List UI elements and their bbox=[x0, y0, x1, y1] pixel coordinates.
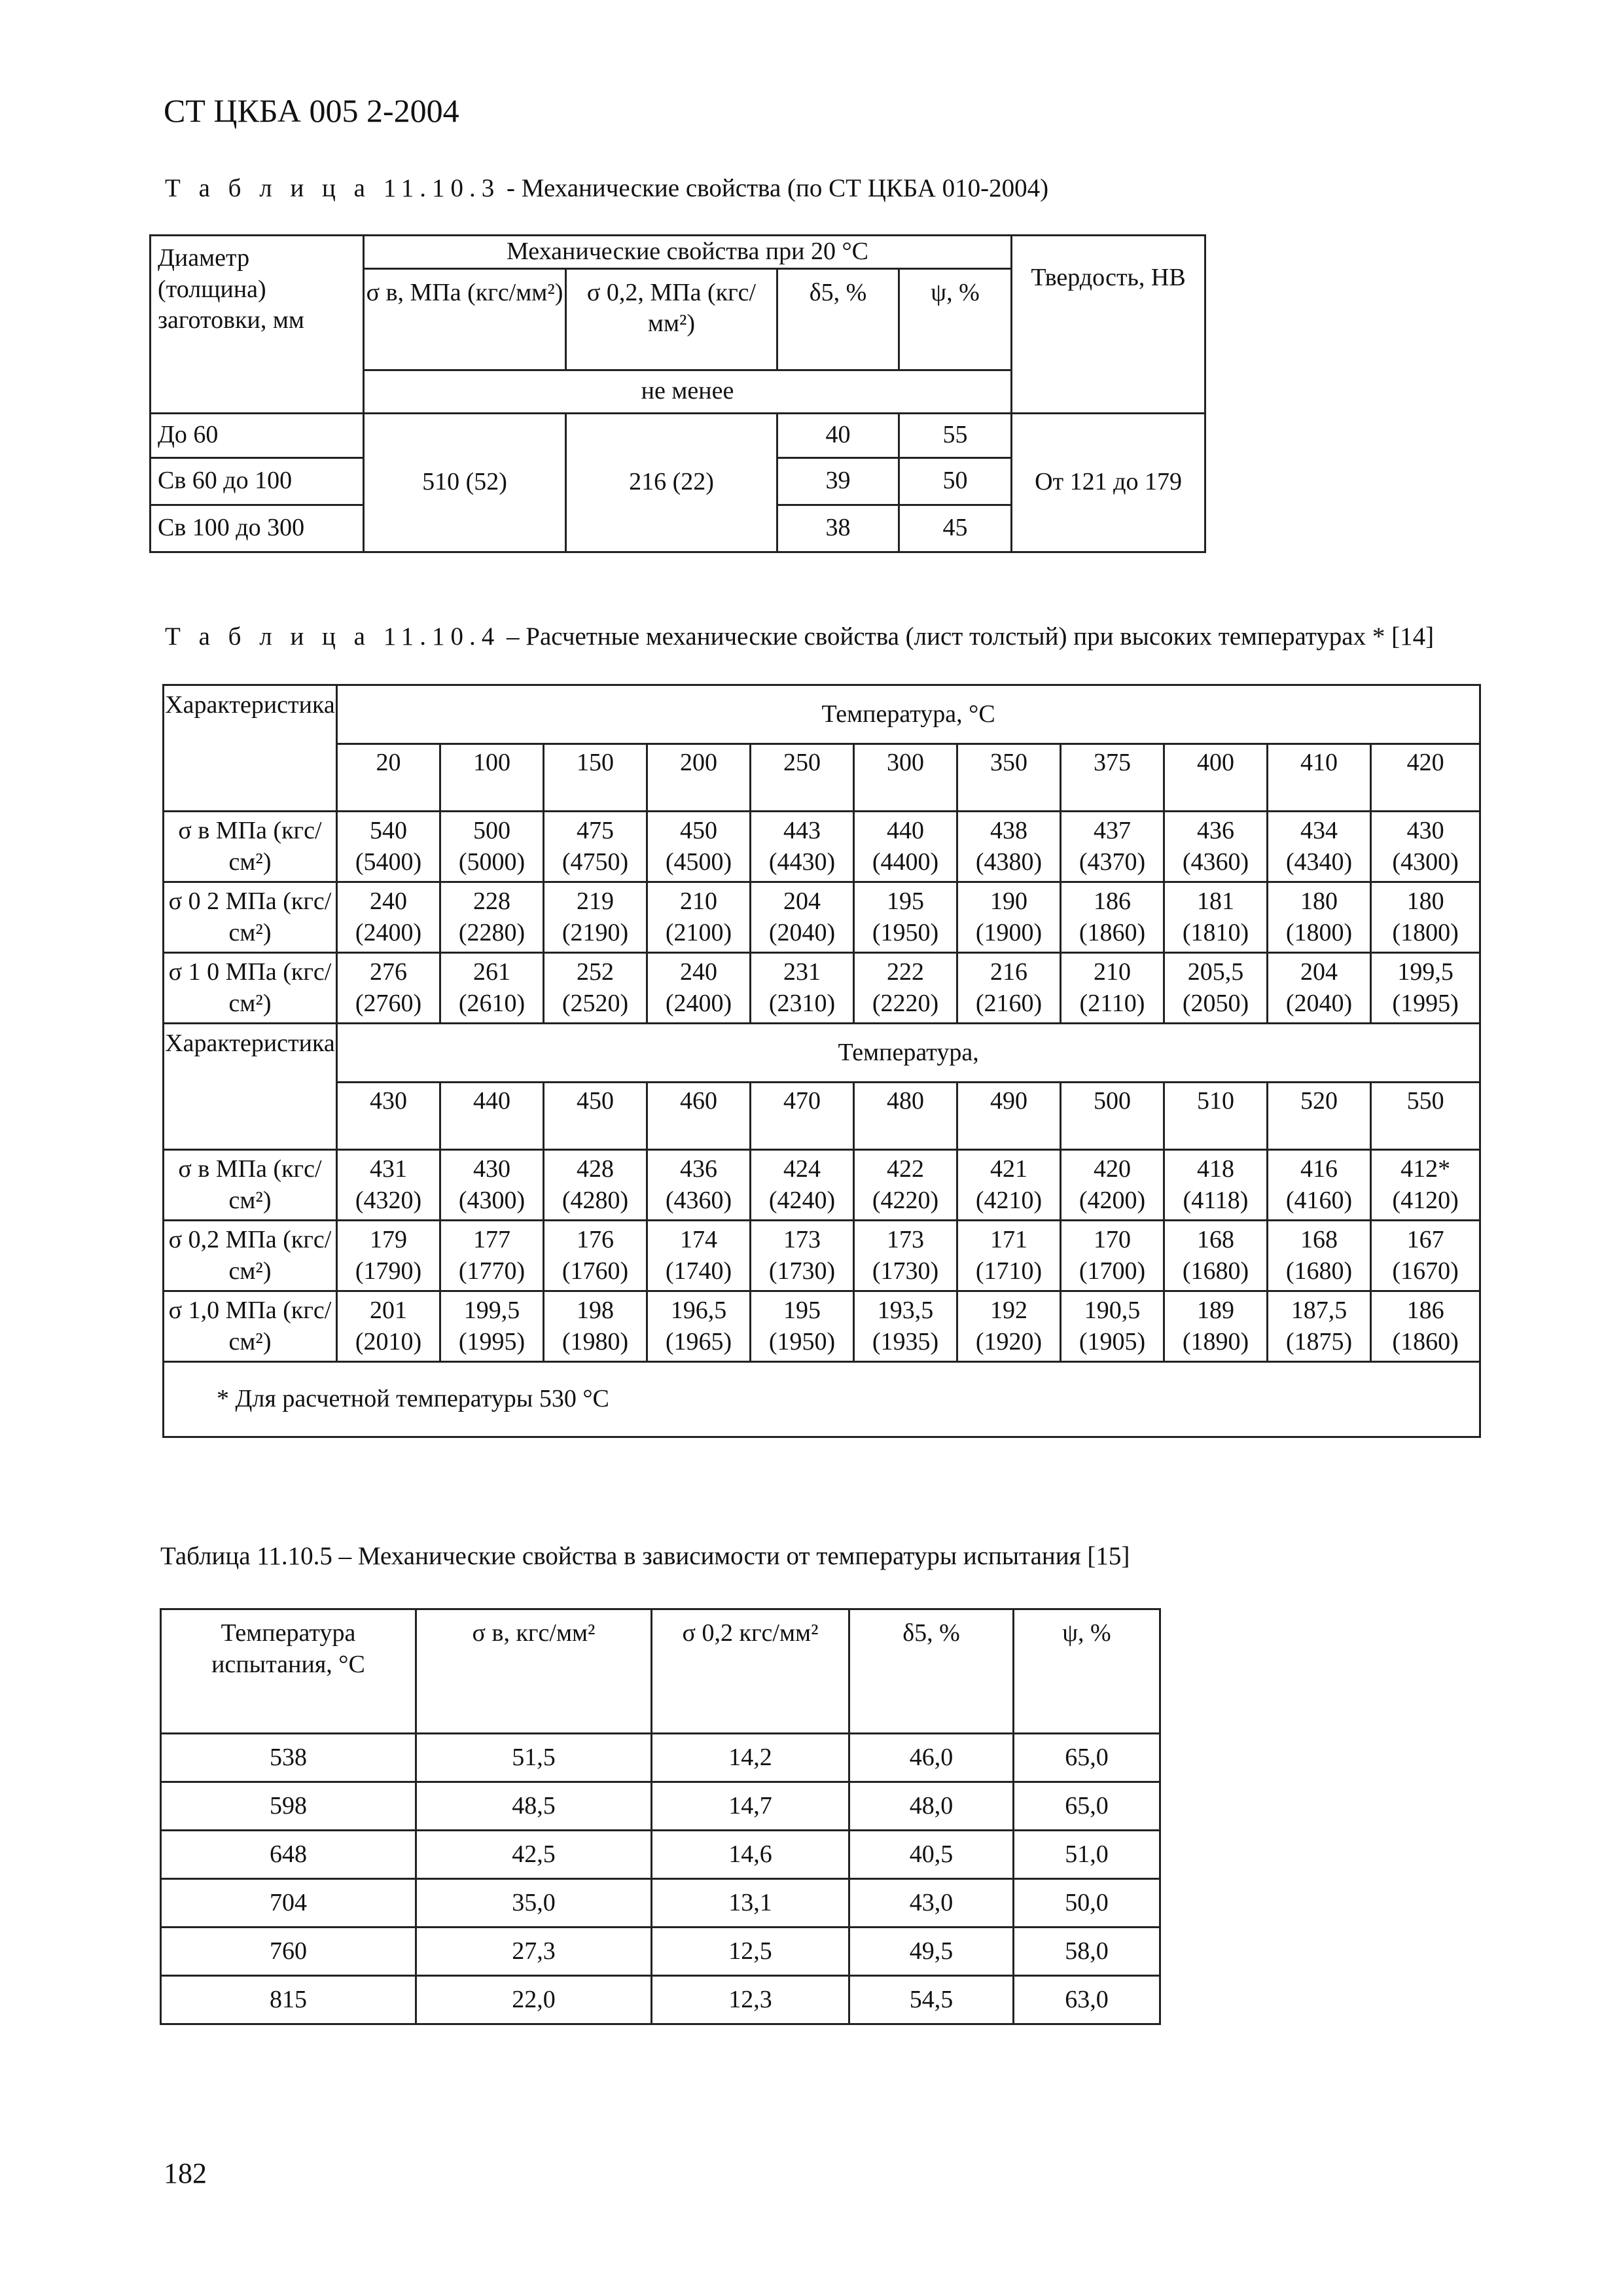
table2-value-cell: 201 (2010) bbox=[337, 1291, 440, 1362]
table3-cell: 598 bbox=[161, 1782, 416, 1831]
table1-sigma-b-value: 510 (52) bbox=[364, 413, 566, 552]
table2-value-cell: 219 (2190) bbox=[544, 882, 647, 953]
table2-value-cell: 240 (2400) bbox=[647, 953, 751, 1024]
table2-temp-cell: 460 bbox=[647, 1083, 751, 1150]
table2-temp-cell: 20 bbox=[337, 744, 440, 812]
table2-temp-cell: 250 bbox=[751, 744, 854, 812]
table3-cell: 43,0 bbox=[849, 1879, 1014, 1928]
table2-value-cell: 216 (2160) bbox=[957, 953, 1061, 1024]
table1-header-group: Механические свойства при 20 °С bbox=[364, 236, 1012, 269]
table3-cell: 704 bbox=[161, 1879, 416, 1928]
table2-temp-header: Температура, °С bbox=[337, 685, 1480, 744]
table2-temp-cell: 520 bbox=[1268, 1083, 1371, 1150]
table2-char-header: Характеристика bbox=[164, 1024, 337, 1150]
table1-header-sigma-b: σ в, МПа (кгс/мм²) bbox=[364, 268, 566, 370]
table1-psi-cell: 50 bbox=[899, 457, 1012, 505]
table2-temp-cell: 470 bbox=[751, 1083, 854, 1150]
table2-value-cell: 440 (4400) bbox=[854, 812, 957, 882]
table3-cell: 51,5 bbox=[416, 1734, 652, 1782]
table2-value-cell: 193,5 (1935) bbox=[854, 1291, 957, 1362]
table2-temp-header: Температура, bbox=[337, 1024, 1480, 1083]
table2-value-cell: 222 (2220) bbox=[854, 953, 957, 1024]
table2-value-cell: 199,5 (1995) bbox=[440, 1291, 544, 1362]
table1-header-hardness: Твердость, НВ bbox=[1012, 236, 1205, 414]
table2-temp-cell: 440 bbox=[440, 1083, 544, 1150]
table2-value-cell: 540 (5400) bbox=[337, 812, 440, 882]
table2-value-cell: 430 (4300) bbox=[440, 1150, 544, 1221]
table2-row-label: σ 1,0 МПа (кгс/см²) bbox=[164, 1291, 337, 1362]
table-row bbox=[161, 1831, 1160, 1879]
table3-cell: 58,0 bbox=[1014, 1928, 1160, 1976]
table2-temp-cell: 410 bbox=[1268, 744, 1371, 812]
table2-value-cell: 416 (4160) bbox=[1268, 1150, 1371, 1221]
table3-cell: 648 bbox=[161, 1831, 416, 1879]
table2-value-cell: 173 (1730) bbox=[854, 1221, 957, 1291]
table2-value-cell: 437 (4370) bbox=[1061, 812, 1164, 882]
table2-value-cell: 192 (1920) bbox=[957, 1291, 1061, 1362]
table3-cell: 14,6 bbox=[652, 1831, 849, 1879]
table2-value-cell: 205,5 (2050) bbox=[1164, 953, 1268, 1024]
table2-caption-text: – Расчетные механические свойства (лист толстый) при высоких температурах * [14] bbox=[500, 622, 1435, 651]
table2-value-cell: 430 (4300) bbox=[1371, 812, 1480, 882]
table-row bbox=[164, 812, 1480, 882]
table3-header-cell: σ 0,2 кгс/мм² bbox=[652, 1609, 849, 1734]
table3 bbox=[160, 1608, 1161, 2025]
table3-cell: 760 bbox=[161, 1928, 416, 1976]
table2-value-cell: 438 (4380) bbox=[957, 812, 1061, 882]
table-row bbox=[161, 1879, 1160, 1928]
table-row bbox=[164, 882, 1480, 953]
table1-delta-cell: 38 bbox=[777, 505, 899, 552]
table2-value-cell: 199,5 (1995) bbox=[1371, 953, 1480, 1024]
table1-hardness-value: От 121 до 179 bbox=[1012, 413, 1205, 552]
table2-temp-cell: 420 bbox=[1371, 744, 1480, 812]
table2-value-cell: 418 (4118) bbox=[1164, 1150, 1268, 1221]
table2-temp-cell: 500 bbox=[1061, 1083, 1164, 1150]
table2-value-cell: 443 (4430) bbox=[751, 812, 854, 882]
table2-value-cell: 186 (1860) bbox=[1371, 1291, 1480, 1362]
table3-caption: Таблица 11.10.5 – Механические свойства в зависимости от температуры испытания [15] bbox=[160, 1542, 1130, 1570]
table3-cell: 51,0 bbox=[1014, 1831, 1160, 1879]
table2-value-cell: 174 (1740) bbox=[647, 1221, 751, 1291]
table1 bbox=[149, 234, 1206, 553]
table2-caption-label: Т а б л и ц а 11.10.4 bbox=[165, 622, 501, 651]
table2-temp-cell: 400 bbox=[1164, 744, 1268, 812]
table2-caption bbox=[165, 622, 1434, 651]
table2-value-cell: 180 (1800) bbox=[1371, 882, 1480, 953]
table2-value-cell: 195 (1950) bbox=[854, 882, 957, 953]
table2-temp-cell: 200 bbox=[647, 744, 751, 812]
table2-value-cell: 210 (2110) bbox=[1061, 953, 1164, 1024]
table2-value-cell: 500 (5000) bbox=[440, 812, 544, 882]
table3-cell: 65,0 bbox=[1014, 1782, 1160, 1831]
table1-delta-cell: 39 bbox=[777, 457, 899, 505]
table2-value-cell: 195 (1950) bbox=[751, 1291, 854, 1362]
table2-value-cell: 436 (4360) bbox=[1164, 812, 1268, 882]
table-row bbox=[164, 1221, 1480, 1291]
table2-value-cell: 168 (1680) bbox=[1268, 1221, 1371, 1291]
table2-value-cell: 228 (2280) bbox=[440, 882, 544, 953]
table1-psi-cell: 55 bbox=[899, 413, 1012, 457]
table-row bbox=[164, 1291, 1480, 1362]
table2-value-cell: 424 (4240) bbox=[751, 1150, 854, 1221]
table2-value-cell: 176 (1760) bbox=[544, 1221, 647, 1291]
table2-value-cell: 168 (1680) bbox=[1164, 1221, 1268, 1291]
table2-value-cell: 171 (1710) bbox=[957, 1221, 1061, 1291]
table2-temp-cell: 150 bbox=[544, 744, 647, 812]
table-row bbox=[161, 1928, 1160, 1976]
table2-value-cell: 179 (1790) bbox=[337, 1221, 440, 1291]
table1-header-diameter: Диаметр (толщина) заготовки, мм bbox=[151, 236, 364, 414]
table2-value-cell: 231 (2310) bbox=[751, 953, 854, 1024]
table2-value-cell: 434 (4340) bbox=[1268, 812, 1371, 882]
table3-cell: 538 bbox=[161, 1734, 416, 1782]
table2-value-cell: 190,5 (1905) bbox=[1061, 1291, 1164, 1362]
table3-cell: 48,0 bbox=[849, 1782, 1014, 1831]
table1-header-sigma-02: σ 0,2, МПа (кгс/мм²) bbox=[566, 268, 777, 370]
table2-value-cell: 189 (1890) bbox=[1164, 1291, 1268, 1362]
table2-value-cell: 204 (2040) bbox=[751, 882, 854, 953]
table3-header-cell: σ в, кгс/мм² bbox=[416, 1609, 652, 1734]
table3-header-cell: Температура испытания, °С bbox=[161, 1609, 416, 1734]
table3-cell: 14,7 bbox=[652, 1782, 849, 1831]
table2-value-cell: 475 (4750) bbox=[544, 812, 647, 882]
table3-cell: 54,5 bbox=[849, 1976, 1014, 2024]
table2-value-cell: 198 (1980) bbox=[544, 1291, 647, 1362]
table2-char-header: Характеристика bbox=[164, 685, 337, 812]
table3-cell: 50,0 bbox=[1014, 1879, 1160, 1928]
table2-value-cell: 261 (2610) bbox=[440, 953, 544, 1024]
table2-value-cell: 412* (4120) bbox=[1371, 1150, 1480, 1221]
table2 bbox=[162, 684, 1481, 1438]
table1-header-psi: ψ, % bbox=[899, 268, 1012, 370]
table-row bbox=[161, 1734, 1160, 1782]
table3-cell: 27,3 bbox=[416, 1928, 652, 1976]
table2-value-cell: 180 (1800) bbox=[1268, 882, 1371, 953]
table3-cell: 49,5 bbox=[849, 1928, 1014, 1976]
table-row bbox=[164, 953, 1480, 1024]
table3-cell: 815 bbox=[161, 1976, 416, 2024]
table2-value-cell: 186 (1860) bbox=[1061, 882, 1164, 953]
table2-row-label: σ 1 0 МПа (кгс/см²) bbox=[164, 953, 337, 1024]
table2-row-label: σ в МПа (кгс/см²) bbox=[164, 1150, 337, 1221]
table3-cell: 14,2 bbox=[652, 1734, 849, 1782]
table2-temp-cell: 300 bbox=[854, 744, 957, 812]
table3-cell: 46,0 bbox=[849, 1734, 1014, 1782]
table1-sigma-02-value: 216 (22) bbox=[566, 413, 777, 552]
table2-row-label: σ 0 2 МПа (кгс/см²) bbox=[164, 882, 337, 953]
table2-temp-cell: 450 bbox=[544, 1083, 647, 1150]
table3-cell: 12,5 bbox=[652, 1928, 849, 1976]
table3-cell: 22,0 bbox=[416, 1976, 652, 2024]
table2-temp-cell: 375 bbox=[1061, 744, 1164, 812]
table3-cell: 35,0 bbox=[416, 1879, 652, 1928]
table2-footnote: * Для расчетной температуры 530 °С bbox=[164, 1362, 1480, 1437]
table2-value-cell: 170 (1700) bbox=[1061, 1221, 1164, 1291]
table3-cell: 63,0 bbox=[1014, 1976, 1160, 2024]
table2-value-cell: 210 (2100) bbox=[647, 882, 751, 953]
table2-row-label: σ 0,2 МПа (кгс/см²) bbox=[164, 1221, 337, 1291]
table2-value-cell: 190 (1900) bbox=[957, 882, 1061, 953]
table2-value-cell: 436 (4360) bbox=[647, 1150, 751, 1221]
table2-value-cell: 204 (2040) bbox=[1268, 953, 1371, 1024]
table3-header-cell: ψ, % bbox=[1014, 1609, 1160, 1734]
table2-temp-cell: 350 bbox=[957, 744, 1061, 812]
table1-psi-cell: 45 bbox=[899, 505, 1012, 552]
table1-caption-label: Т а б л и ц а 11.10.3 bbox=[165, 174, 501, 202]
table-row bbox=[151, 413, 1205, 457]
table2-value-cell: 240 (2400) bbox=[337, 882, 440, 953]
table3-cell: 12,3 bbox=[652, 1976, 849, 2024]
table2-value-cell: 276 (2760) bbox=[337, 953, 440, 1024]
table2-value-cell: 196,5 (1965) bbox=[647, 1291, 751, 1362]
table2-value-cell: 173 (1730) bbox=[751, 1221, 854, 1291]
table1-not-less: не менее bbox=[364, 370, 1012, 413]
table1-caption bbox=[165, 173, 1048, 203]
table2-temp-cell: 100 bbox=[440, 744, 544, 812]
table2-value-cell: 252 (2520) bbox=[544, 953, 647, 1024]
table1-diameter-cell: Св 60 до 100 bbox=[151, 457, 364, 505]
table2-value-cell: 428 (4280) bbox=[544, 1150, 647, 1221]
table2-row-label: σ в МПа (кгс/см²) bbox=[164, 812, 337, 882]
table2-value-cell: 420 (4200) bbox=[1061, 1150, 1164, 1221]
table-row bbox=[161, 1976, 1160, 2024]
table3-cell: 42,5 bbox=[416, 1831, 652, 1879]
table3-cell: 48,5 bbox=[416, 1782, 652, 1831]
table3-header-cell: δ5, % bbox=[849, 1609, 1014, 1734]
table-row bbox=[164, 1150, 1480, 1221]
table1-diameter-cell: Св 100 до 300 bbox=[151, 505, 364, 552]
table2-value-cell: 181 (1810) bbox=[1164, 882, 1268, 953]
table1-delta-cell: 40 bbox=[777, 413, 899, 457]
table2-temp-cell: 490 bbox=[957, 1083, 1061, 1150]
table1-diameter-cell: До 60 bbox=[151, 413, 364, 457]
table1-header-delta: δ5, % bbox=[777, 268, 899, 370]
table2-temp-cell: 430 bbox=[337, 1083, 440, 1150]
page-number: 182 bbox=[164, 2157, 207, 2189]
table3-cell: 65,0 bbox=[1014, 1734, 1160, 1782]
table2-value-cell: 431 (4320) bbox=[337, 1150, 440, 1221]
table2-temp-cell: 480 bbox=[854, 1083, 957, 1150]
table1-caption-text: - Механические свойства (по СТ ЦКБА 010-2004) bbox=[500, 174, 1049, 202]
table3-cell: 13,1 bbox=[652, 1879, 849, 1928]
table2-temp-cell: 510 bbox=[1164, 1083, 1268, 1150]
table2-value-cell: 422 (4220) bbox=[854, 1150, 957, 1221]
table3-cell: 40,5 bbox=[849, 1831, 1014, 1879]
table2-value-cell: 187,5 (1875) bbox=[1268, 1291, 1371, 1362]
document-header: СТ ЦКБА 005 2-2004 bbox=[164, 92, 459, 129]
table2-temp-cell: 550 bbox=[1371, 1083, 1480, 1150]
table2-value-cell: 167 (1670) bbox=[1371, 1221, 1480, 1291]
table2-value-cell: 177 (1770) bbox=[440, 1221, 544, 1291]
table2-value-cell: 421 (4210) bbox=[957, 1150, 1061, 1221]
table2-value-cell: 450 (4500) bbox=[647, 812, 751, 882]
table-row bbox=[161, 1782, 1160, 1831]
